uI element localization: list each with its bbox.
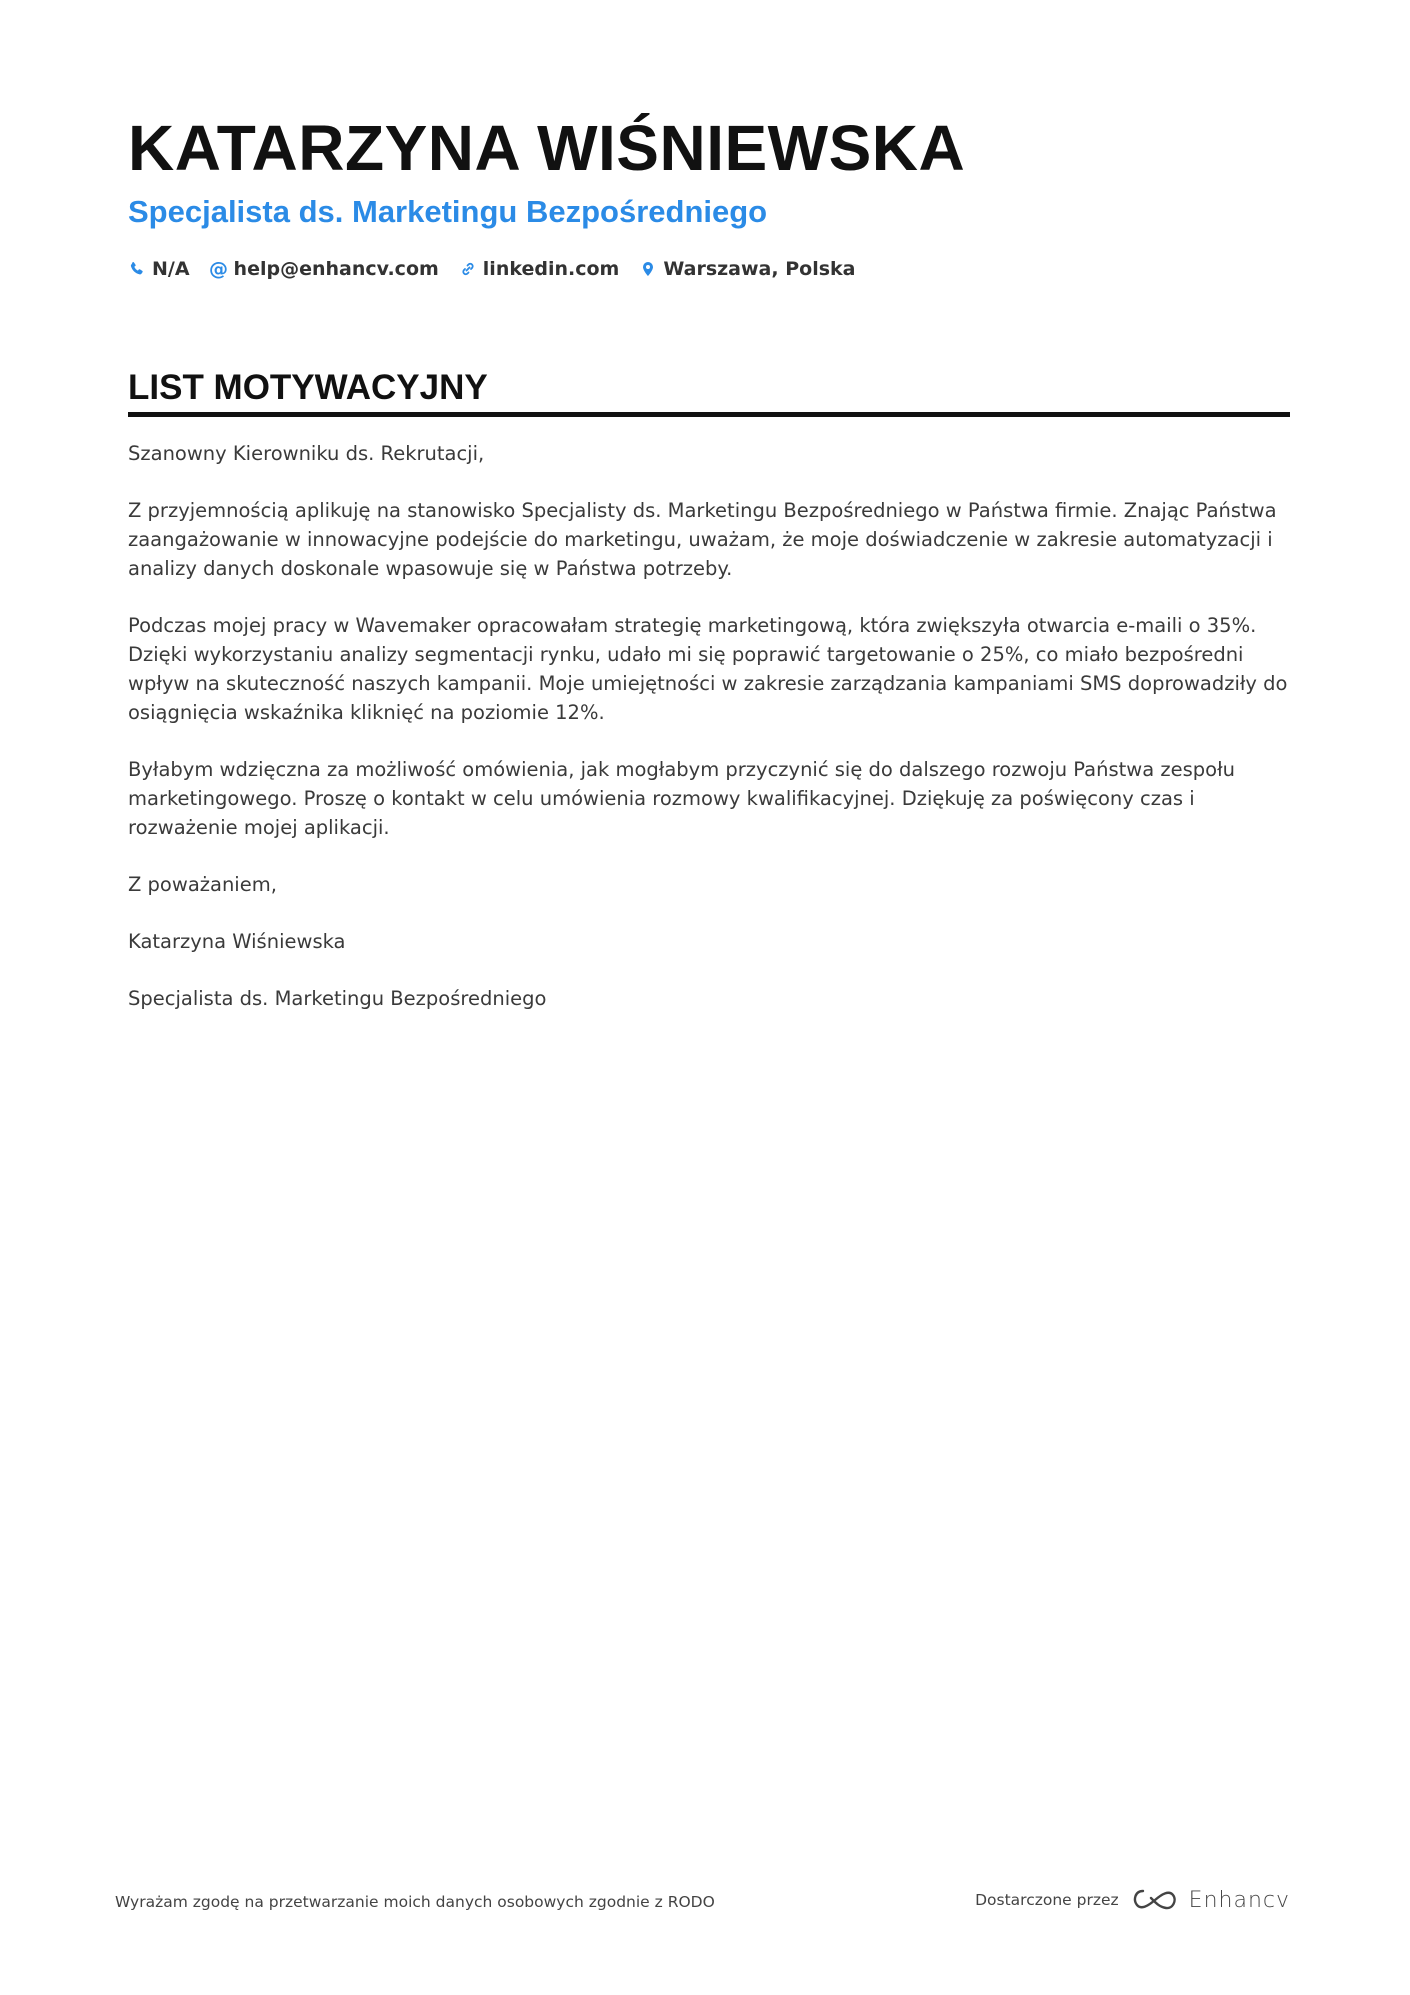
letter-closing: Z poważaniem, — [128, 873, 277, 896]
letter-paragraph: Z przyjemnością aplikuję na stanowisko Specjalisty ds. Marketingu Bezpośredniego w Państwa firmie. Znając Państwa zaangażowanie w innowacyjne podejście do marketingu, uważam, że moje doświadczenie w zakresie automatyzacji i analizy danych doskonale wpasowuje się w Państwa potrzeby. — [128, 499, 1277, 580]
section-divider — [128, 412, 1290, 417]
enhancv-logo-icon — [1131, 1886, 1179, 1914]
letter-greeting: Szanowny Kierowniku ds. Rekrutacji, — [128, 442, 485, 465]
letter-body — [128, 439, 1290, 1013]
linkedin-value[interactable]: linkedin.com — [482, 258, 620, 280]
candidate-job-title: Specjalista ds. Marketingu Bezpośredniego — [128, 194, 768, 229]
phone-icon — [128, 260, 146, 278]
cover-letter-section — [128, 366, 1290, 1041]
contact-bar — [128, 254, 1290, 284]
contact-email[interactable] — [210, 258, 439, 280]
letter-paragraph: Podczas mojej pracy w Wavemaker opracowałam strategię marketingową, która zwiększyła otwarcia e-maili o 35%. Dzięki wykorzystaniu analizy segmentacji rynku, udało mi się poprawić targetowanie o 25%, co miało bezpośredni wpływ na skuteczność naszych kampanii. Moje umiejętności w zakresie zarządzania kampaniami SMS doprowadziły do osiągnięcia wskaźnika kliknięć na poziomie 12%. — [128, 614, 1288, 724]
contact-phone — [128, 258, 190, 280]
link-icon — [459, 260, 477, 278]
signature-title: Specjalista ds. Marketingu Bezpośredniego — [128, 987, 547, 1010]
section-title: LIST MOTYWACYJNY — [128, 368, 488, 407]
candidate-name: KATARZYNA WIŚNIEWSKA — [128, 112, 966, 184]
signature-name: Katarzyna Wiśniewska — [128, 930, 346, 953]
gdpr-consent: Wyrażam zgodę na przetwarzanie moich danych osobowych zgodnie z RODO — [115, 1893, 715, 1911]
contact-linkedin[interactable] — [459, 258, 620, 280]
email-value[interactable]: help@enhancv.com — [233, 258, 439, 280]
phone-value: N/A — [152, 258, 190, 280]
powered-by[interactable] — [975, 1880, 1290, 1920]
contact-location — [639, 258, 855, 280]
location-value: Warszawa, Polska — [663, 258, 856, 280]
header — [128, 108, 1290, 284]
at-icon: @ — [209, 257, 229, 280]
location-pin-icon — [639, 260, 657, 278]
brand-name: Enhancv — [1188, 1887, 1290, 1913]
powered-by-label: Dostarczone przez — [975, 1891, 1119, 1909]
letter-paragraph: Byłabym wdzięczna za możliwość omówienia, jak mogłabym przyczynić się do dalszego rozwoju Państwa zespołu marketingowego. Proszę o kontakt w celu umówienia rozmowy kwalifikacyjnej. Dziękuję za poświęcony czas i rozważenie mojej aplikacji. — [128, 758, 1235, 839]
